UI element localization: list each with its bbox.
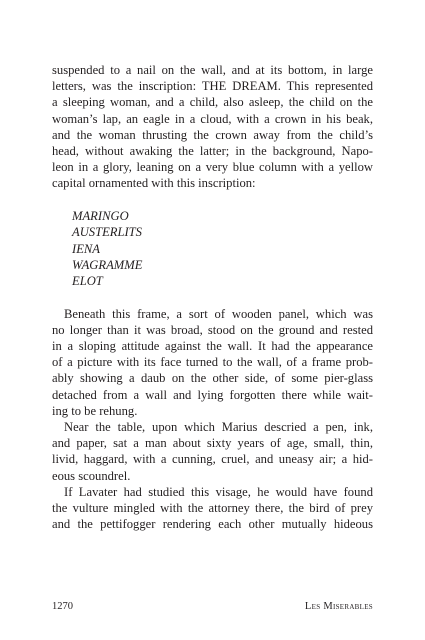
paragraph-man-at-table [52,419,373,484]
text-line: Beneath this frame, a sort of wooden panel, which was [64,306,373,321]
spacer [52,289,373,306]
text-line: suspended to a nail on the wall, and at its bottom, in large [52,63,373,77]
text-line: in a sloping attitude against the wall. It had the appearance [52,339,373,354]
text-line: ing to be rehung. [52,403,138,418]
text-line: and the pettifogger rendering each other mutually hideous [52,517,373,532]
text-line: letters, was the inscription: THE DREAM. This represented [52,79,373,94]
paragraph-wooden-panel [52,306,373,419]
text-line: no longer than it was broad, stood on the ground and rested [52,322,373,337]
inscription-list [52,208,373,289]
page-footer [52,601,373,612]
text-line: woman’s lap, an eagle in a cloud, with a crown in his beak, [52,111,373,126]
running-title: Les Miserables [304,601,373,612]
inscription-line: ELOT [72,273,103,288]
text-line: the vulture mingled with the attorney there, the bird of prey [52,501,373,516]
inscription-line: MARINGO [72,209,129,224]
paragraph-lavater [52,484,373,533]
text-line: livid, haggard, with a cunning, cruel, and uneasy air; a hid- [52,452,373,467]
inscription-line: WAGRAMME [72,257,143,272]
text-line: of a picture with its face turned to the wall, of a frame prob- [52,355,373,370]
text-line: a sleeping woman, and a child, also asleep, the child on the [52,95,373,110]
text-line: eous scoundrel. [52,468,131,483]
paragraph-continued [52,62,373,192]
text-line: leon in a glory, leaning on a very blue column with a yellow [52,160,373,175]
inscription-line: IENA [72,241,100,256]
text-line: and the woman thrusting the crown away from the child’s [52,127,373,142]
text-line: capital ornamented with this inscription: [52,176,256,191]
text-line: and paper, sat a man about sixty years of age, small, thin, [52,436,373,451]
text-line: Near the table, upon which Marius descried a pen, ink, [64,420,373,435]
text-line: head, without awaking the latter; in the background, Napo- [52,144,373,159]
spacer [52,192,373,209]
text-line: detached from a wall and lying forgotten there while wait- [52,387,373,402]
page-body [52,62,373,532]
text-line: ably showing a daub on the other side, of some pier-glass [52,371,373,386]
text-line: If Lavater had studied this visage, he would have found [64,484,373,499]
page-number: 1270 [52,601,73,612]
inscription-line: AUSTERLITS [72,225,142,240]
